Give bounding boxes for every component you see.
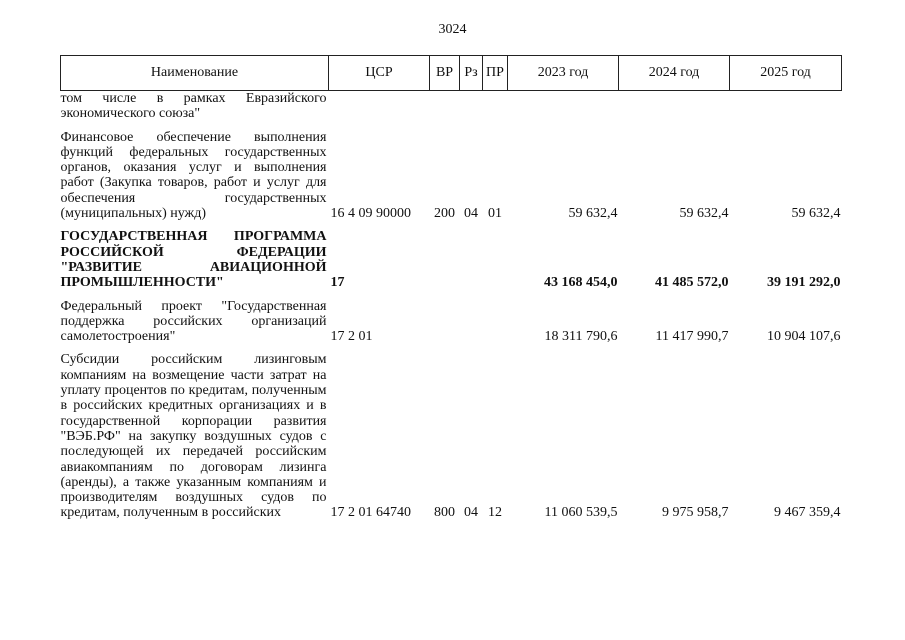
row-2023: 11 060 539,5 <box>544 505 618 521</box>
table-row <box>61 291 842 345</box>
row-pr <box>483 221 508 290</box>
row-2025 <box>730 91 842 122</box>
row-csr: 17 2 01 <box>330 329 373 345</box>
row-pr <box>483 291 508 345</box>
row-2023: 18 311 790,6 <box>544 329 618 345</box>
row-rz <box>460 91 483 122</box>
row-rz <box>460 221 483 290</box>
header-vr: ВР <box>430 56 460 91</box>
header-csr: ЦСР <box>329 56 430 91</box>
row-pr: 12 <box>488 505 502 521</box>
row-name: ГОСУДАРСТВЕННАЯ ПРОГРАММА РОССИЙСКОЙ ФЕДЕРАЦИИ "РАЗВИТИЕ АВИАЦИОННОЙ ПРОМЫШЛЕННОСТИ" <box>60 229 327 291</box>
row-2025: 59 632,4 <box>791 206 841 222</box>
row-name: Финансовое обеспечение выполнения функций федеральных государственных органов, оказания услуг и выполнения работ (Закупка товаров, работ и услуг для обеспечения государственных (муниципальных) нужд) <box>60 129 327 222</box>
row-2025: 9 467 359,4 <box>774 505 841 521</box>
row-2024: 9 975 958,7 <box>662 505 729 521</box>
table-row <box>61 344 842 520</box>
row-pr <box>483 91 508 122</box>
table-header-row <box>61 56 842 91</box>
header-name: Наименование <box>61 56 329 91</box>
row-pr: 01 <box>488 206 502 222</box>
table-row <box>61 91 842 122</box>
row-csr: 16 4 09 90000 <box>330 206 411 222</box>
header-2024: 2024 год <box>619 56 730 91</box>
row-csr: 17 2 01 64740 <box>330 505 411 521</box>
row-rz <box>460 291 483 345</box>
row-2024: 11 417 990,7 <box>655 329 729 345</box>
row-2025: 10 904 107,6 <box>767 329 841 345</box>
row-2023 <box>508 91 619 122</box>
row-2023: 43 168 454,0 <box>544 275 618 291</box>
table-row <box>61 122 842 222</box>
row-2024 <box>619 91 730 122</box>
row-csr <box>329 91 430 122</box>
row-vr <box>430 91 460 122</box>
header-2023: 2023 год <box>508 56 619 91</box>
table-row <box>61 221 842 290</box>
header-2025: 2025 год <box>730 56 842 91</box>
row-vr: 200 <box>434 206 455 222</box>
header-pr: ПР <box>483 56 508 91</box>
row-2025: 39 191 292,0 <box>767 275 841 291</box>
row-csr: 17 <box>330 275 345 291</box>
row-vr: 800 <box>434 505 455 521</box>
row-vr <box>430 221 460 290</box>
row-vr <box>430 291 460 345</box>
row-name: том числе в рамках Евразийского экономического союза" <box>60 91 327 122</box>
budget-table <box>60 55 842 521</box>
row-2023: 59 632,4 <box>568 206 618 222</box>
row-2024: 59 632,4 <box>679 206 729 222</box>
row-2024: 41 485 572,0 <box>655 275 729 291</box>
header-rz: Рз <box>460 56 483 91</box>
row-rz: 04 <box>464 505 478 521</box>
row-rz: 04 <box>464 206 478 222</box>
page-number: 3024 <box>438 22 467 37</box>
row-name: Федеральный проект "Государственная поддержка российских организаций самолетостроения" <box>60 298 327 345</box>
row-name: Субсидии российским лизинговым компаниям на возмещение части затрат на уплату процентов по кредитам, полученным в российских кредитных организациях и в государственной корпорации развития "ВЭБ.РФ" на закупку воздушных судов с последующей их передачей российским авиакомпаниям по договорам лизинга (аренды), а также указанным компаниям и производителям воздушных судов по кредитам, полученным в российских <box>60 352 327 521</box>
